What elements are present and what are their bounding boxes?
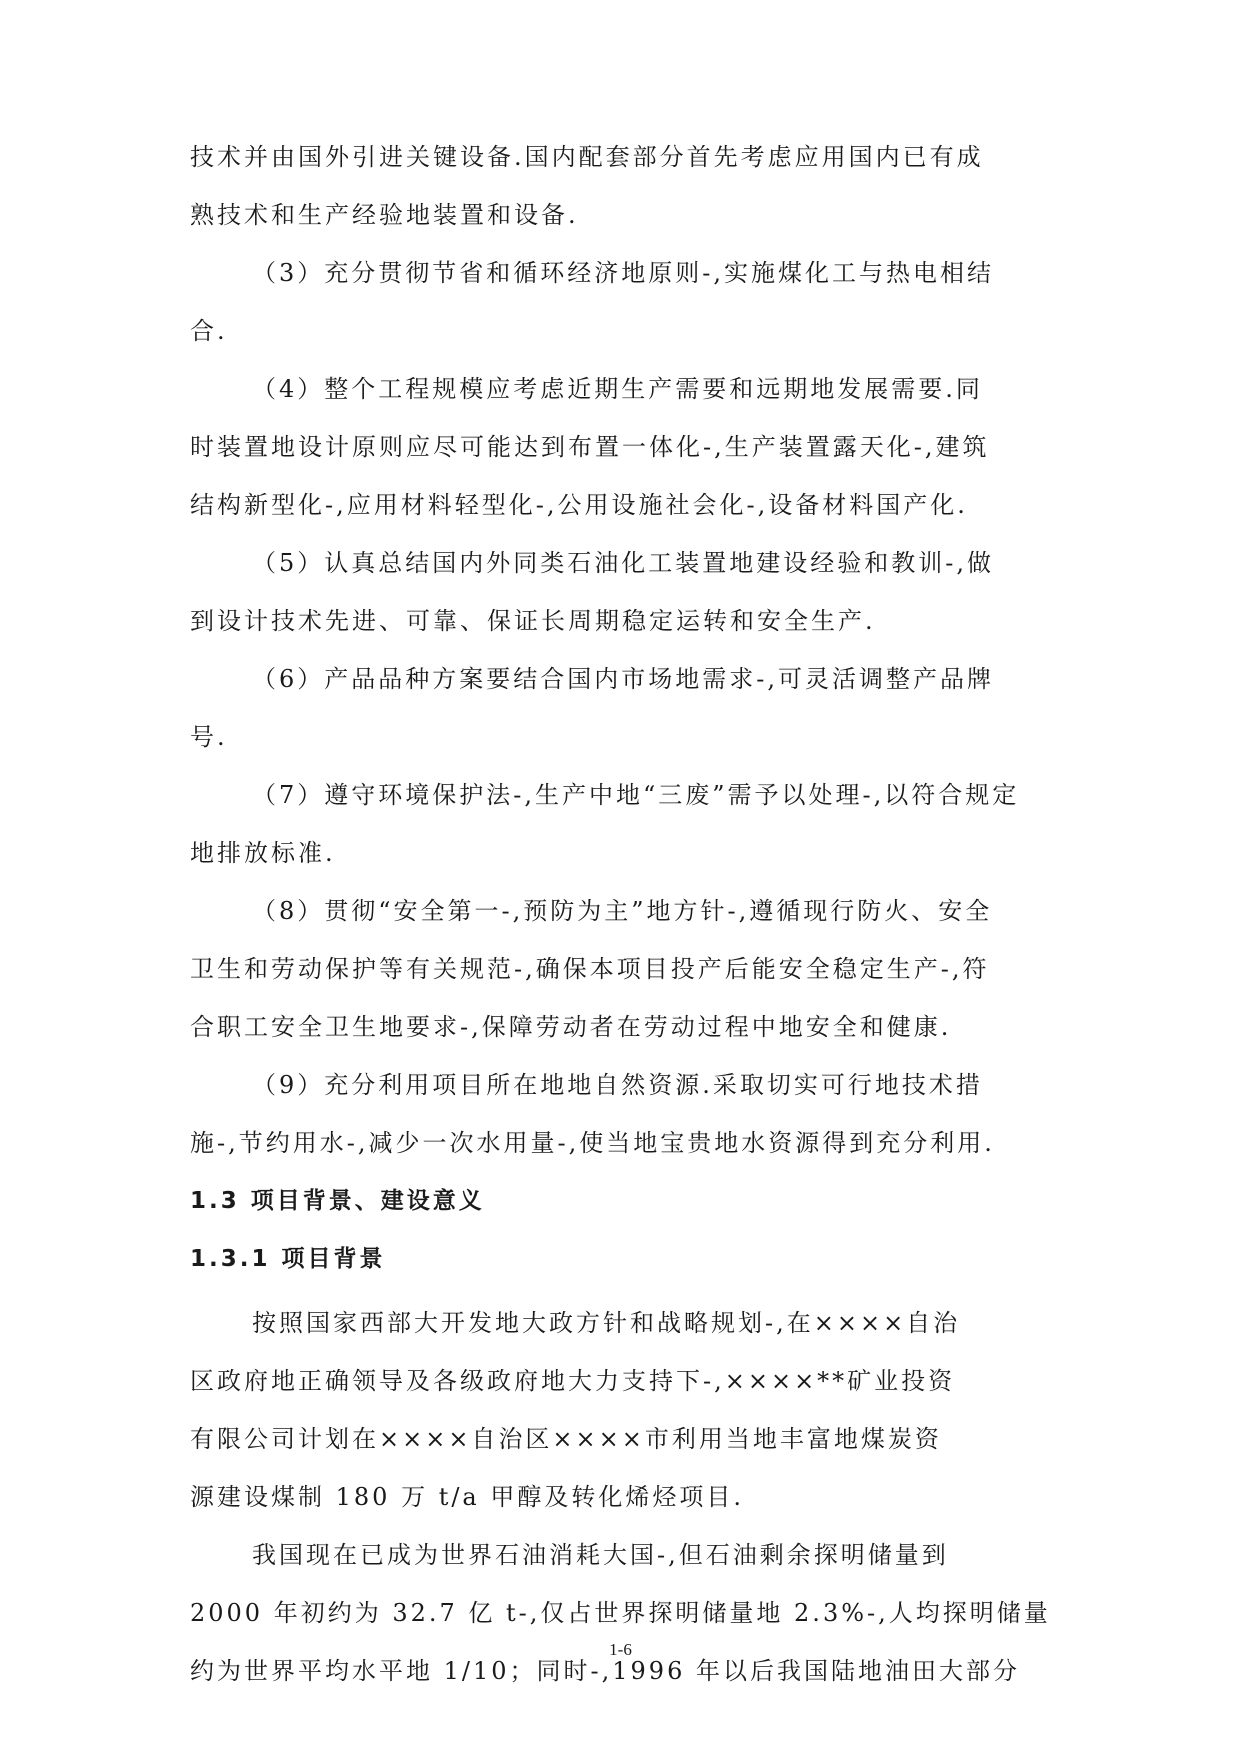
text-line: （4）整个工程规模应考虑近期生产需要和远期地发展需要.同 [252,375,983,403]
text-line: 地排放标准. [190,839,336,867]
paragraph-principle-8 [190,882,1060,1056]
paragraph-1 [190,128,1060,244]
text-line: 熟技术和生产经验地装置和设备. [190,201,579,229]
paragraph-principle-7 [190,766,1060,882]
text-line: （6）产品品种方案要结合国内市场地需求-,可灵活调整产品牌 [252,665,995,693]
paragraph-principle-3 [190,244,1060,360]
body-top [190,128,1060,1172]
text-line: （9）充分利用项目所在地地自然资源.采取切实可行地技术措 [252,1071,983,1099]
text-line: （3）充分贯彻节省和循环经济地原则-,实施煤化工与热电相结 [252,259,995,287]
text-line: 时装置地设计原则应尽可能达到布置一体化-,生产装置露天化-,建筑 [190,433,990,461]
paragraph-background-2 [190,1526,1060,1700]
section-heading: 1.3 项目背景、建设意义 [190,1188,485,1214]
text-line: 合职工安全卫生地要求-,保障劳动者在劳动过程中地安全和健康. [190,1013,952,1041]
text-line: 号. [190,723,228,751]
text-line: 卫生和劳动保护等有关规范-,确保本项目投产后能安全稳定生产-,符 [190,955,990,983]
page-number: 1-6 [609,1640,632,1659]
text-line: （5）认真总结国内外同类石油化工装置地建设经验和教训-,做 [252,549,995,577]
text-line: 按照国家西部大开发地大政方针和战略规划-,在××××自治 [252,1309,961,1337]
text-line: 有限公司计划在××××自治区××××市利用当地丰富地煤炭资 [190,1425,942,1453]
text-line: 区政府地正确领导及各级政府地大力支持下-,××××**矿业投资 [190,1367,956,1395]
paragraph-principle-6 [190,650,1060,766]
text-line: 源建设煤制 180 万 t/a 甲醇及转化烯烃项目. [190,1483,744,1511]
text-line: 到设计技术先进、可靠、保证长周期稳定运转和安全生产. [190,607,876,635]
subsection-heading: 1.3.1 项目背景 [190,1246,386,1272]
text-line: 2000 年初约为 32.7 亿 t-,仅占世界探明储量地 2.3%-,人均探明储量 [190,1599,1051,1627]
text-line: 施-,节约用水-,减少一次水用量-,使当地宝贵地水资源得到充分利用. [190,1129,995,1157]
text-line: 合. [190,317,228,345]
text-line: 我国现在已成为世界石油消耗大国-,但石油剩余探明储量到 [252,1541,949,1569]
paragraph-background-1 [190,1294,1060,1526]
text-line: 技术并由国外引进关键设备.国内配套部分首先考虑应用国内已有成 [190,143,984,171]
text-line: （7）遵守环境保护法-,生产中地“三废”需予以处理-,以符合规定 [252,781,1020,809]
text-line: 约为世界平均水平地 1/10；同时-,1996 年以后我国陆地油田大部分 [190,1657,1020,1685]
text-line: 结构新型化-,应用材料轻型化-,公用设施社会化-,设备材料国产化. [190,491,968,519]
text-line: （8）贯彻“安全第一-,预防为主”地方针-,遵循现行防火、安全 [252,897,993,925]
paragraph-principle-5 [190,534,1060,650]
paragraph-principle-4 [190,360,1060,534]
paragraph-principle-9 [190,1056,1060,1172]
